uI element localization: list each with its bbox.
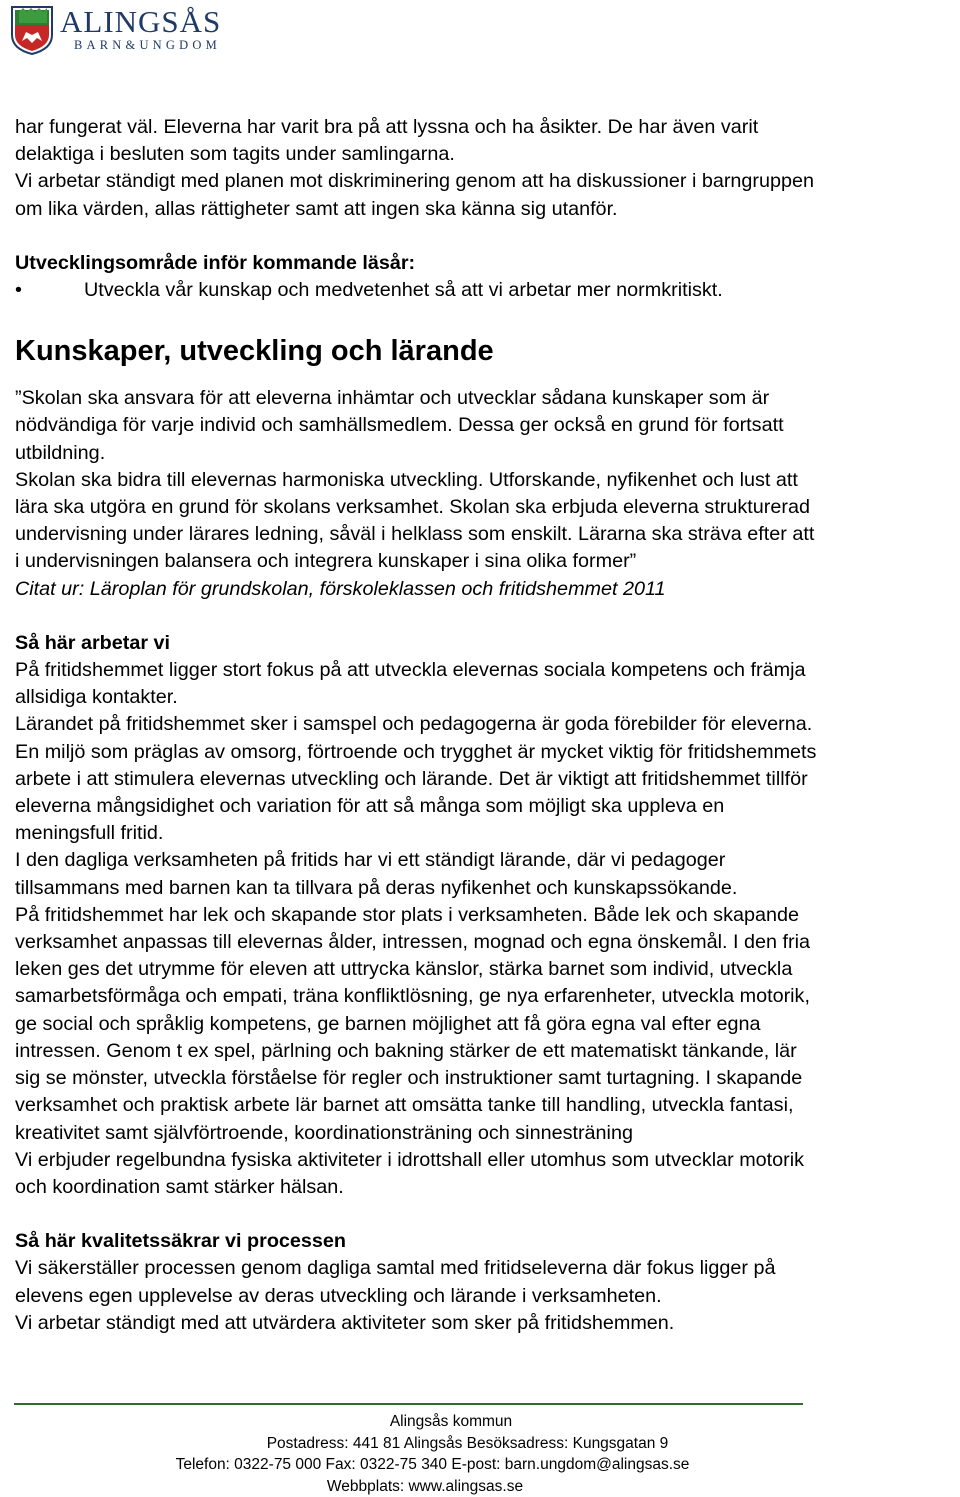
body-line: Vi erbjuder regelbundna fysiska aktiviteter i idrottshall eller utomhus som utvecklar motorik [15, 1148, 805, 1171]
body-line: tillsammans med barnen kan ta tillvara på deras nyfikenhet och kunskapssökande. [15, 876, 738, 899]
alingsas-logo [10, 5, 240, 55]
logo-name: ALINGSÅS [60, 4, 222, 39]
how-we-work-heading: Så här arbetar vi [15, 631, 171, 654]
quote-line: nödvändiga för varje individ och samhällsmedlem. Dessa ger också en grund för fortsatt [15, 414, 784, 437]
quote-line: utbildning. [15, 441, 106, 464]
intro-line: har fungerat väl. Eleverna har varit bra på att lyssna och ha åsikter. De har även varit [15, 116, 759, 138]
body-line: I den dagliga verksamheten på fritids har vi ett ständigt lärande, där vi pedagoger [15, 849, 726, 872]
phone-number: Telefon: 0322-75 000 [175, 1456, 322, 1473]
visit-address: Besöksadress: Kungsgatan 9 [466, 1434, 669, 1452]
quote-line: Skolan ska bidra till elevernas harmoniska utveckling. Utforskande, nyfikenhet och lust att [15, 468, 798, 491]
quote-line: i undervisningen balansera och integrera kunskaper i sina olika former” [15, 550, 637, 573]
body-line: På fritidshemmet har lek och skapande stor plats i verksamheten. Både lek och skapande [15, 903, 799, 926]
body-line: och koordination samt stärker hälsan. [15, 1175, 344, 1198]
citation: Citat ur: Läroplan för grundskolan, förskoleklassen och fritidshemmet 2011 [15, 577, 666, 600]
fax-number: Fax: 0322-75 340 [325, 1456, 448, 1473]
footer-address [0, 1433, 960, 1455]
development-item [15, 277, 960, 304]
document-body [15, 114, 960, 1337]
development-heading: Utvecklingsområde inför kommande läsår: [15, 251, 416, 274]
quote-line: undervisning under lärares ledning, såväl i helklass som enskilt. Lärarna ska sträva efter att [15, 523, 815, 546]
alingsas-crest-icon [10, 5, 54, 55]
quote-line: lära ska utgöra en grund för skolans verksamhet. Skolan ska erbjuda eleverna strukturerad [15, 496, 810, 519]
body-line: Vi säkerställer processen genom dagliga samtal med fritidseleverna där fokus ligger på [15, 1257, 776, 1280]
footer [0, 1411, 960, 1497]
body-line: intressen. Genom t ex spel, pärlning och bakning stärker de ett matematiskt tänkande, lär [15, 1039, 797, 1062]
body-line: verksamhet anpassas till elevernas ålder, intressen, mognad och egna önskemål. I den fria [15, 931, 810, 954]
intro-line: om lika värden, allas rättigheter samt att ingen ska känna sig utanför. [15, 197, 618, 220]
quality-heading: Så här kvalitetssäkrar vi processen [15, 1230, 346, 1253]
body-line: kreativitet samt självförtroende, koordinationsträning och sinnesträning [15, 1121, 633, 1144]
body-line: allsidiga kontakter. [15, 686, 178, 709]
footer-website[interactable]: Webbplats: www.alingsas.se [326, 1477, 524, 1495]
body-line: elevens egen upplevelse av deras utveckling och lärande i verksamheten. [15, 1284, 662, 1307]
body-line: sig se mönster, utveckla förståelse för regler och instruktioner samt turtagning. I skapande [15, 1067, 803, 1090]
body-line: På fritidshemmet ligger stort fokus på att utveckla elevernas sociala kompetens och främja [15, 659, 806, 682]
body-line: samarbetsförmåga och empati, träna konfliktlösning, ge nya erfarenheter, utveckla motorik, [15, 985, 810, 1008]
body-line: Vi arbetar ständigt med att utvärdera aktiviteter som sker på fritidshemmen. [15, 1311, 675, 1334]
body-line: eleverna mångsidighet och variation för att så många som möjligt ska uppleva en [15, 795, 725, 818]
postal-address: Postadress: 441 81 Alingsås [266, 1434, 463, 1452]
body-line: En miljö som präglas av omsorg, förtroende och trygghet är mycket viktig för fritidshemmets [15, 740, 817, 763]
bullet-icon: • [15, 279, 22, 302]
footer-divider [14, 1403, 803, 1405]
body-line: meningsfull fritid. [15, 822, 164, 845]
knowledge-heading: Kunskaper, utveckling och lärande [15, 335, 494, 368]
logo-subtitle: BARN&UNGDOM [74, 38, 221, 52]
body-line: ge social och språklig kompetens, ge barnen möjlighet att få göra egna val efter egna [15, 1012, 761, 1035]
development-item-text: Utveckla vår kunskap och medvetenhet så att vi arbetar mer normkritiskt. [84, 279, 723, 302]
email-address[interactable]: E-post: barn.ungdom@alingsas.se [451, 1456, 690, 1473]
intro-line: delaktiga i besluten som tagits under samlingarna. [15, 143, 455, 166]
footer-org: Alingsås kommun [389, 1413, 513, 1430]
body-line: verksamhet och praktisk arbete lär barnet att omsätta tanke till handling, utveckla fantasi, [15, 1094, 794, 1117]
body-line: leken ges det utrymme för eleven att uttrycka känslor, stärka barnet som individ, utveckla [15, 958, 793, 981]
quote-line: ”Skolan ska ansvara för att eleverna inhämtar och utvecklar sådana kunskaper som är [15, 387, 770, 410]
body-line: Lärandet på fritidshemmet sker i samspel och pedagogerna är goda förebilder för eleverna. [15, 713, 813, 736]
footer-contact [0, 1454, 960, 1476]
intro-line: Vi arbetar ständigt med planen mot diskriminering genom att ha diskussioner i barngruppen [15, 170, 815, 193]
body-line: arbete i att stimulera elevernas utveckling och lärande. Det är viktigt att fritidshemmet tillför [15, 767, 808, 790]
